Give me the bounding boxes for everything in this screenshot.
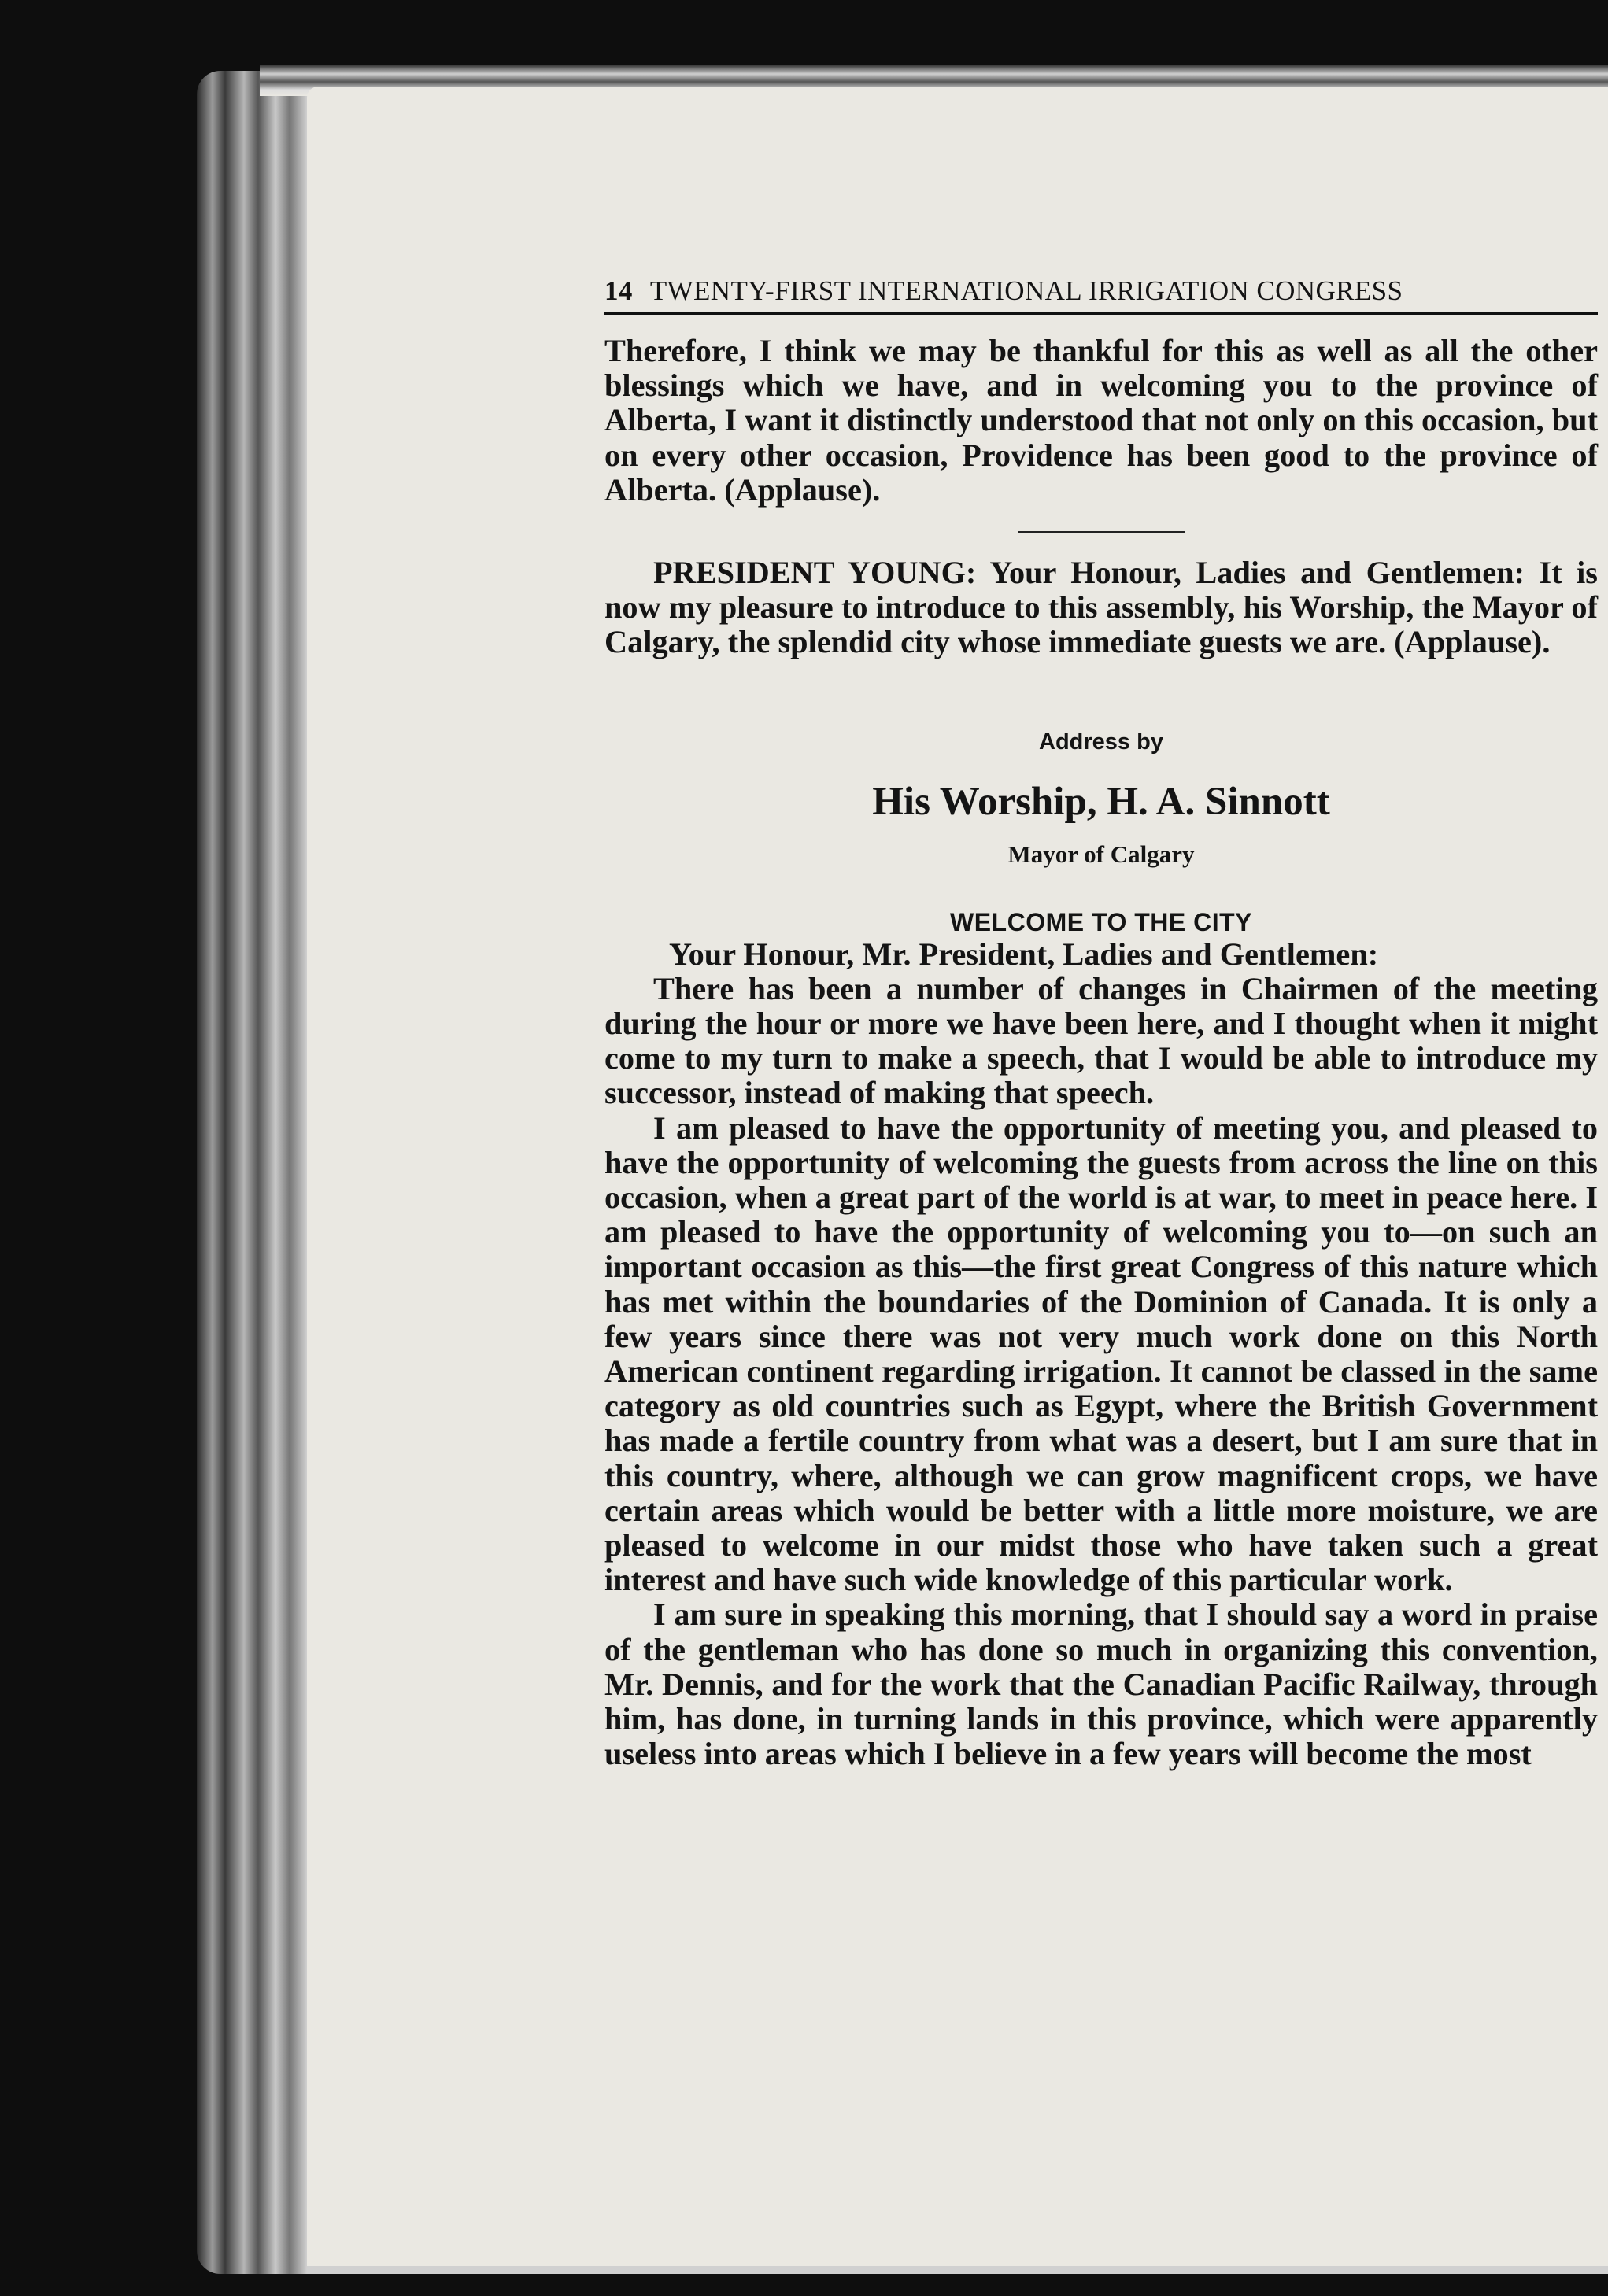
salutation: Your Honour, Mr. President, Ladies and Gentlemen: <box>669 936 1379 972</box>
address-paragraph-3: I am sure in speaking this morning, that I should say a word in praise of the gentleman who has done so much in organizing this convention, Mr. Dennis, and for the work that the Canadian Pacific Railway, through him, has done, in turning lands in this province, which were apparently useless into areas which I believe in a few years will become the most <box>604 1596 1598 1772</box>
speaker-title: Mayor of Calgary <box>1007 840 1195 868</box>
running-title: TWENTY-FIRST INTERNATIONAL IRRIGATION CONGRESS <box>649 275 1403 306</box>
president-paragraph: PRESIDENT YOUNG: Your Honour, Ladies and Gentlemen: It is now my pleasure to introduce to this assembly, his Worship, the Mayor of Calgary, the splendid city whose immediate guests we are. (Applause). <box>604 555 1598 660</box>
running-head <box>604 275 1598 307</box>
page-content <box>604 275 1598 1772</box>
header-rule <box>604 312 1598 315</box>
address-paragraph-2: I am pleased to have the opportunity of meeting you, and pleased to have the opportunity of welcoming the guests from across the line on this occasion, when a great part of the world is at war, to meet in peace here. I am pleased to have the opportunity of welcoming you to—on such an important occasion as this—the first great Congress of this nature which has met within the boundaries of the Dominion of Canada. It is only a few years since there was not very much work done on this North American continent regarding irrigation. It cannot be classed in the same category as old countries such as Egypt, where the British Government has made a fertile country from what was a desert, but I am sure that in this country, where, although we can grow magnificent crops, we have certain areas which would be better with a little more moisture, we are pleased to welcome in our midst those who have taken such a great interest and have such wide knowledge of this particular work. <box>604 1109 1598 1598</box>
page-number: 14 <box>604 275 633 306</box>
speaker-name: His Worship, H. A. Sinnott <box>872 779 1330 824</box>
opening-paragraph: Therefore, I think we may be thankful for this as well as all the other blessings which we have, and in welcoming you to the province of Alberta, I want it distinctly understood that not only on this occasion, but on every other occasion, Providence has been good to the province of Alberta. (Applause). <box>604 333 1598 508</box>
address-paragraph-1: There has been a number of changes in Chairmen of the meeting during the hour or more we have been here, and I thought when it might come to my turn to make a speech, that I would be able to introduce my successor, instead of making that speech. <box>604 970 1598 1111</box>
address-heading-block <box>604 729 1598 937</box>
section-separator <box>1018 531 1185 533</box>
section-heading: WELCOME TO THE CITY <box>949 907 1252 936</box>
address-kicker: Address by <box>1039 729 1163 755</box>
